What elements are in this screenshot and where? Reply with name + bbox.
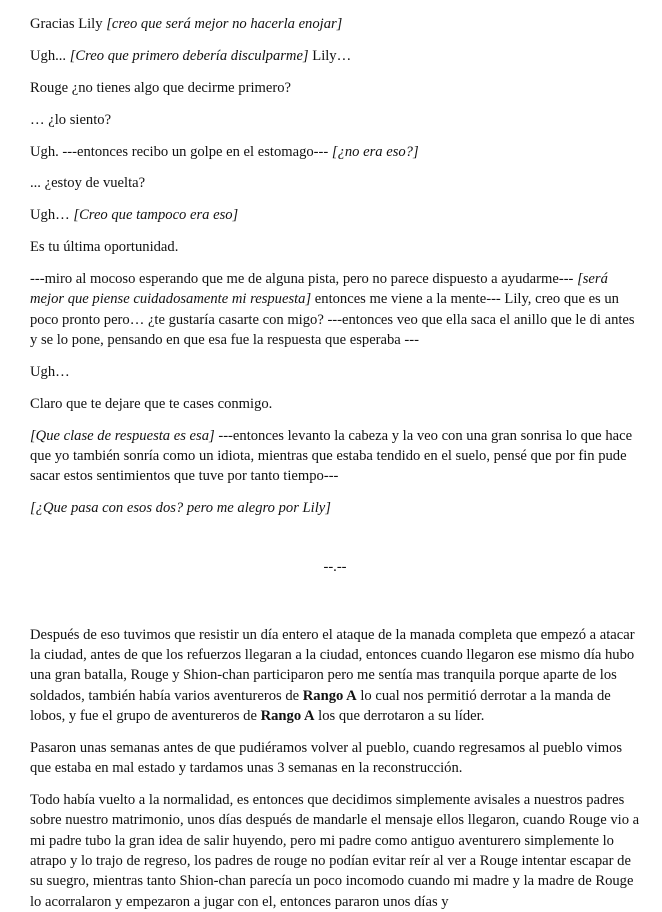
- paragraph: [30, 173, 640, 193]
- text-run: Ugh…: [30, 363, 70, 380]
- paragraph: [30, 362, 640, 382]
- paragraph: [30, 205, 640, 225]
- text-run: … ¿lo siento?: [30, 111, 112, 128]
- italic-thought: [Creo que primero debería disculparme]: [69, 47, 309, 64]
- text-run: ---entonces levanto la cabeza y la veo con una gran sonrisa lo que hace que yo también sonría como un idiota, mientras que estaba tendido en el suelo, pensé que por fin pude sacar estos sentimientos que tuve por tanto tiempo---: [30, 427, 633, 485]
- paragraph: [30, 394, 640, 414]
- text-run: Gracias Lily: [30, 16, 107, 32]
- paragraph: [30, 142, 640, 162]
- text-run: ---miro al mocoso esperando que me de alguna pista, pero no parece dispuesto a ayudarme---: [30, 271, 578, 288]
- italic-thought: [Que clase de respuesta es esa]: [30, 427, 215, 444]
- paragraph: [30, 269, 640, 350]
- paragraph: [30, 426, 640, 487]
- paragraph: [30, 78, 640, 98]
- text-run: Ugh…: [30, 207, 74, 224]
- italic-thought: [creo que será mejor no hacerla enojar]: [106, 16, 343, 32]
- text-run: Es tu última oportunidad.: [30, 239, 179, 256]
- text-run: los que derrotaron a su líder.: [314, 707, 485, 724]
- paragraph: [30, 625, 640, 726]
- paragraph: [30, 14, 640, 34]
- italic-thought: [Creo que tampoco era eso]: [73, 207, 239, 224]
- bold-term: Rango A: [302, 687, 357, 704]
- text-run: Lily…: [308, 47, 352, 64]
- text-run: Todo había vuelto a la normalidad, es entonces que decidimos simplemente avisales a nuestros padres sobre nuestro matrimonio, unos días después de mandarle el mensaje ellos llegaron, cuando Rouge vio a mi padre tubo la gran idea de salir huyendo, pero mi padre como antiguo aventurero simplemente lo atrapo y lo trajo de regreso, los padres de rouge no podían evitar reír al ver a Rouge intentar escapar de su suegro, mientras tanto Shion-chan parecía un poco incomodo cuando mi madre y la madre de Rouge lo acorralaron y empezaron a jugar con el, entonces pararon unos días y: [30, 792, 640, 910]
- paragraph: [30, 738, 640, 779]
- text-run: Claro que te dejare que te cases conmigo.: [30, 395, 273, 412]
- paragraph: [30, 237, 640, 257]
- italic-thought: [será mejor que piense cuidadosamente mi respuesta]: [30, 271, 608, 308]
- paragraph: [30, 110, 640, 130]
- dialogue-section: [30, 14, 640, 518]
- text-run: lo cual nos permitió derrotar a la manda de lobos, y fue el grupo de aventureros de: [30, 687, 611, 724]
- text-run: entonces me viene a la mente--- Lily, creo que es un poco pronto pero… ¿te gustaría casarte con migo? ---entonces veo que ella saca el anillo que le di antes y se lo pone, pensando en que esa fue la respuesta que esperaba ---: [30, 291, 635, 349]
- text-run: Ugh...: [30, 47, 70, 64]
- text-run: Pasaron unas semanas antes de que pudiéramos volver al pueblo, cuando regresamos al pueblo vimos que estaba en mal estado y tardamos unas 3 semanas en la reconstrucción.: [30, 739, 623, 777]
- italic-thought: [¿no era eso?]: [331, 143, 419, 160]
- bold-term: Rango A: [260, 707, 315, 724]
- text-run: ... ¿estoy de vuelta?: [30, 175, 146, 192]
- paragraph: [30, 498, 640, 518]
- paragraph: [30, 790, 640, 912]
- italic-thought: [¿Que pasa con esos dos? pero me alegro por Lily]: [30, 500, 331, 517]
- text-run: Después de eso tuvimos que resistir un día entero el ataque de la manada completa que empezó a atacar la ciudad, antes de que los refuerzos llegaran a la ciudad, entonces cuando llegaron ese mismo día hubo una gran batalla, Rouge y Shion-chan participaron pero me sentía mas tranquila porque aparte de los soldados, también había varios aventureros de: [30, 626, 635, 704]
- text-run: Ugh. ---entonces recibo un golpe en el estomago---: [30, 143, 332, 160]
- paragraph: [30, 46, 640, 66]
- section-separator: --.--: [323, 559, 347, 576]
- text-run: Rouge ¿no tienes algo que decirme primero?: [30, 79, 291, 96]
- narration-section: [30, 625, 640, 912]
